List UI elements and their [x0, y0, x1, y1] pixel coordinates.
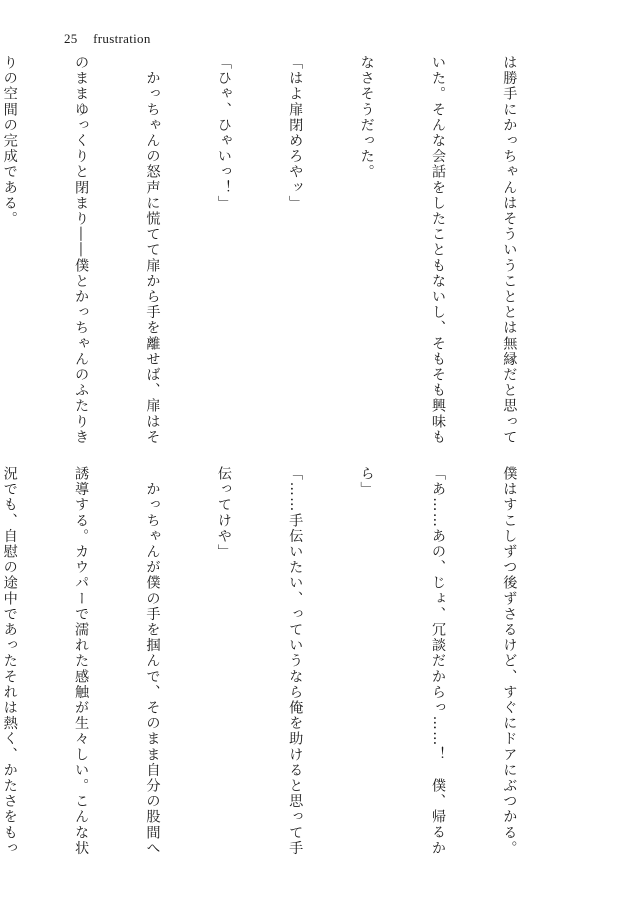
text-line: なさそうだった。 [358, 55, 375, 180]
text-line: 況でも、自慰の途中であったそれは熱く、かたさをもっ [1, 466, 18, 856]
text-line: 「あ……あの、じょ、冗談だからっ……！ 僕、帰るか [430, 466, 447, 856]
page-header [64, 31, 151, 47]
text-line: 「ひゃ、ひゃいっ！」 [215, 55, 232, 211]
text-line: かっちゃんの怒声に慌てて扉から手を離せば、扉はそ [144, 55, 161, 445]
running-title: frustration [93, 31, 151, 46]
text-line: りの空間の完成である。 [1, 55, 18, 227]
text-line: かっちゃんが僕の手を掴んで、そのまま自分の股間へ [144, 466, 161, 856]
lower-text-block [0, 466, 568, 856]
text-line: は勝手にかっちゃんはそういうこととは無縁だと思って [501, 55, 518, 445]
text-line: 伝ってけや」 [215, 466, 232, 560]
text-line: 「……手伝いたい、っていうなら俺を助けると思って手 [287, 466, 304, 856]
text-line: 誘導する。カウパーで濡れた感触が生々しい。こんな状 [73, 466, 90, 856]
upper-text-block [0, 55, 568, 445]
text-line: 「はよ扉閉めろやッ」 [287, 55, 304, 211]
text-line: いた。そんな会話をしたこともないし、そもそも興味も [430, 55, 447, 445]
text-line: のままゆっくりと閉まり――僕とかっちゃんのふたりき [73, 55, 90, 445]
page-number: 25 [64, 31, 78, 46]
text-line: ら」 [358, 466, 375, 498]
text-line: 僕はすこしずつ後ずさるけど、すぐにドアにぶつかる。 [501, 466, 518, 856]
